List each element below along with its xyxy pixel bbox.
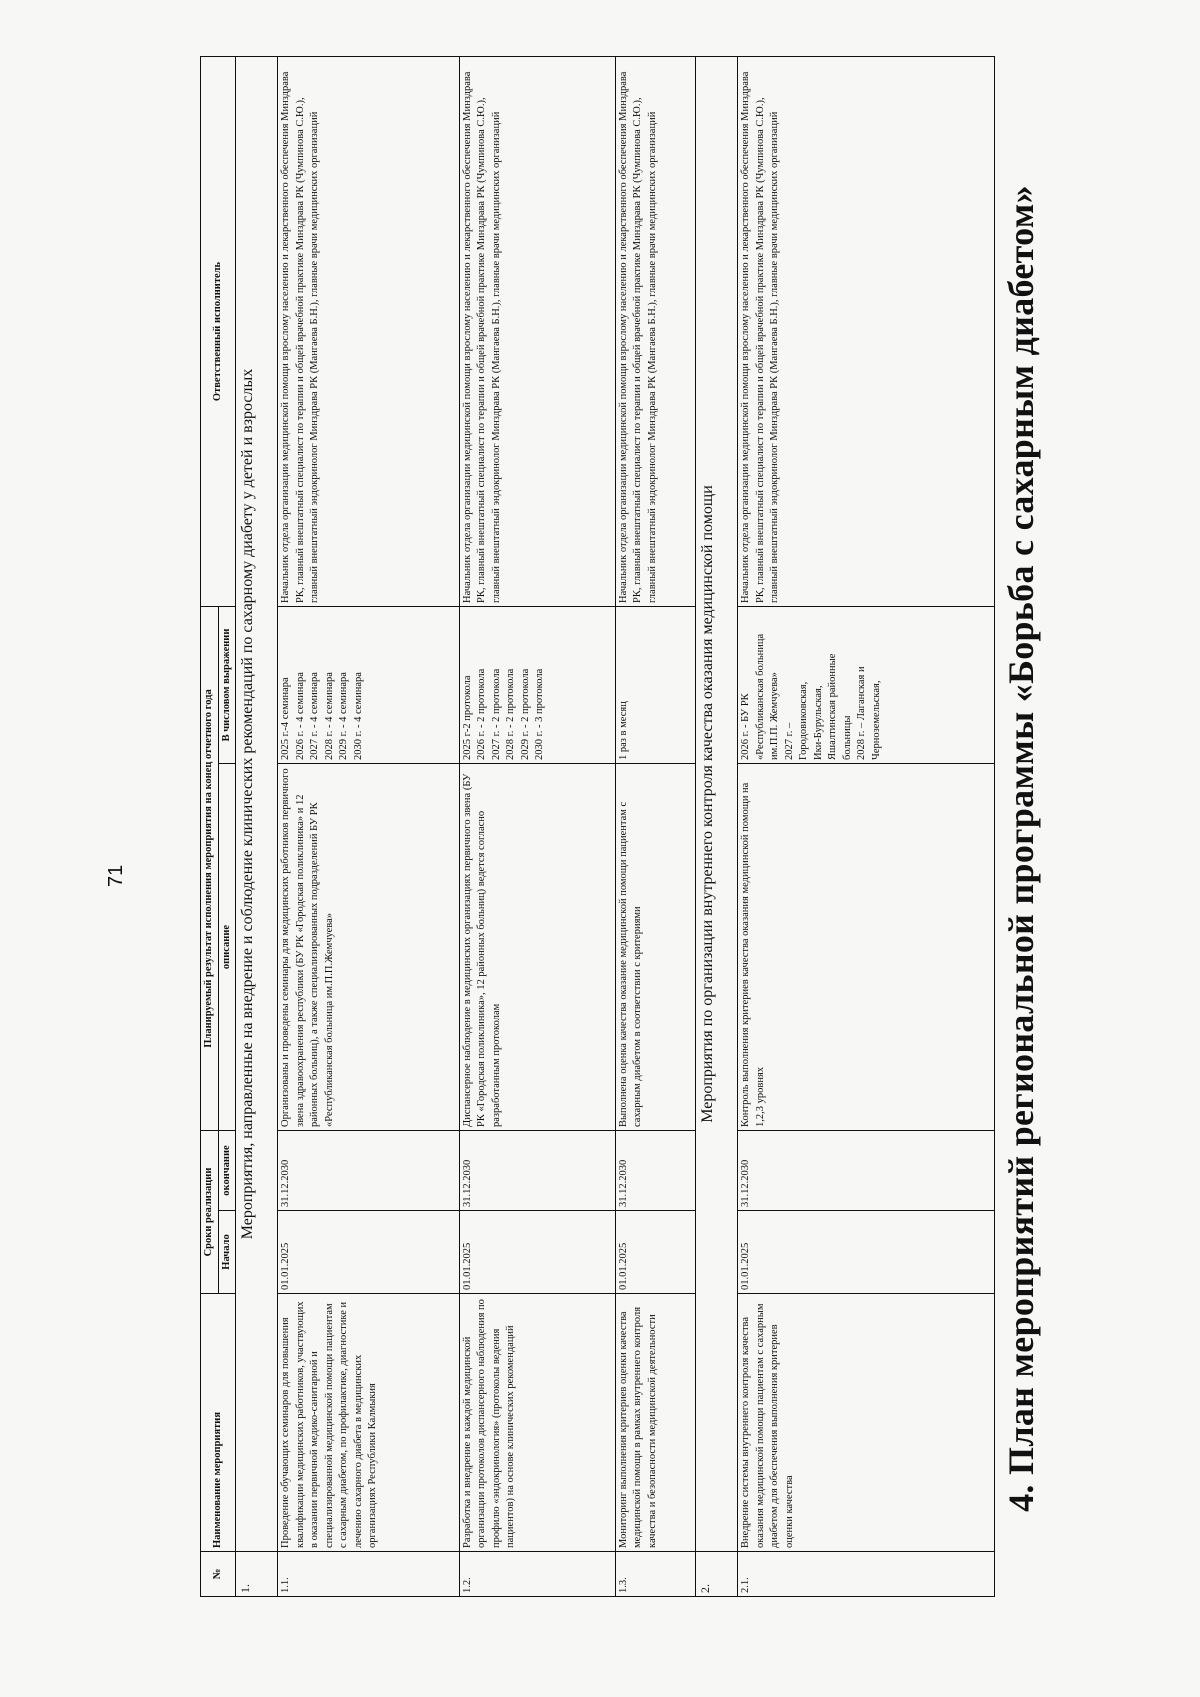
header-number: №	[201, 1552, 236, 1597]
row-responsible: Начальник отдела организации медицинской помощи взрослому населению и лекарственного обеспечения Минздрава РК, главный внештатный специалист по терапии и общей врачебной практике Минздрава РК (Чумпинова С.Ю.), главный внештатный эндокринолог Минздрава РК (Мангаева Б.Н.), главные врачи медицинских организаций	[615, 56, 696, 606]
row-numeric: 2025 г.-4 семинара 2026 г. - 4 семинара 2027 г. - 4 семинара 2028 г. - 4 семинара 2029 г. - 4 семинара 2030 г. - 4 семинара	[278, 606, 459, 763]
row-description: Выполнена оценка качества оказание медицинской помощи пациентам с сахарным диабетом в соответствии с критериями	[615, 764, 696, 1131]
row-responsible: Начальник отдела организации медицинской помощи взрослому населению и лекарственного обеспечения Минздрава РК, главный внештатный специалист по терапии и общей врачебной практике Минздрава РК (Чумпинова С.Ю.), главный внештатный эндокринолог Минздрава РК (Мангаева Б.Н.), главные врачи медицинских организаций	[738, 56, 995, 606]
row-numeric: 1 раз в месяц	[615, 606, 696, 763]
row-end: 31.12.2030	[278, 1131, 459, 1211]
header-end: окончание	[219, 1131, 236, 1211]
row-number: 2.1.	[738, 1552, 995, 1597]
row-start: 01.01.2025	[459, 1211, 615, 1294]
row-start: 01.01.2025	[738, 1211, 995, 1294]
row-start: 01.01.2025	[615, 1211, 696, 1294]
section-title: Мероприятия по организации внутреннего контроля качества оказания медицинской помощи	[696, 56, 738, 1551]
header-name: Наименование мероприятия	[201, 1294, 236, 1552]
plan-table	[200, 56, 995, 1597]
row-end: 31.12.2030	[459, 1131, 615, 1211]
row-start: 01.01.2025	[278, 1211, 459, 1294]
section-row	[236, 56, 278, 1596]
header-responsible: Ответственный исполнитель	[201, 56, 236, 606]
header-terms: Сроки реализации	[201, 1131, 219, 1294]
row-numeric: 2025 г-2 протокола 2026 г. - 2 протокола 2027 г. - 2 протокола 2028 г. - 2 протокола 2029 г. - 2 протокола 2030 г. - 3 протокола	[459, 606, 615, 763]
table-row	[615, 56, 696, 1596]
row-numeric: 2026 г. - БУ РК «Республиканская больница им.П.П. Жемчуева» 2027 г. – Городовиковская, Ики-Бурульская, Яшалтинская районные больницы 2028 г. – Лаганская и Черноземельская,	[738, 606, 995, 763]
table-row	[459, 56, 615, 1596]
table-row	[738, 56, 995, 1596]
row-name: Проведение обучающих семинаров для повышения квалификации медицинских работников, участвующих в оказании первичной медико-санитарной и специализированной медицинской помощи пациентам с сахарным диабетом, по профилактике, диагностике и лечению сахарного диабета в медицинских организациях Республики Калмыкия	[278, 1294, 459, 1552]
row-name: Мониторинг выполнения критериев оценки качества медицинской помощи в рамках внутреннего контроля качества и безопасности медицинской деятельности	[615, 1294, 696, 1552]
row-name: Внедрение системы внутреннего контроля качества оказания медицинской помощи пациентам с сахарным диабетом для обеспечения выполнения критериев оценки качества	[738, 1294, 995, 1552]
row-responsible: Начальник отдела организации медицинской помощи взрослому населению и лекарственного обеспечения Минздрава РК, главный внештатный специалист по терапии и общей врачебной практике Минздрава РК (Чумпинова С.Ю.), главный внештатный эндокринолог Минздрава РК (Мангаева Б.Н.), главные врачи медицинских организаций	[278, 56, 459, 606]
section-title: Мероприятия, направленные на внедрение и соблюдение клинических рекомендаций по сахарному диабету у детей и взрослых	[236, 56, 278, 1551]
row-responsible: Начальник отдела организации медицинской помощи взрослому населению и лекарственного обеспечения Минздрава РК, главный внештатный специалист по терапии и общей врачебной практике Минздрава РК (Чумпинова С.Ю.), главный внештатный эндокринолог Минздрава РК (Мангаева Б.Н.), главные врачи медицинских организаций	[459, 56, 615, 606]
table-row	[278, 56, 459, 1596]
document-title: 4. План мероприятий региональной программы «Борьба с сахарным диабетом»	[1001, 185, 1041, 1512]
row-description: Организованы и проведены семинары для медицинских работников первичного звена здравоохранения республики (БУ РК «Городская поликлиника» и 12 районных больниц), а также специализированных подразделений БУ РК «Республиканская больница им.П.П.Жемчуева»	[278, 764, 459, 1131]
row-number: 1.1.	[278, 1552, 459, 1597]
header-description: описание	[219, 764, 236, 1131]
header-result: Планируемый результат исполнения мероприятия на конец отчетного года	[201, 606, 219, 1130]
row-description: Диспансерное наблюдение в медицинских организациях первичного звена (БУ РК «Городская поликлиника», 12 районных больниц) ведется согласно разработанным протоколам	[459, 764, 615, 1131]
row-number: 1.2.	[459, 1552, 615, 1597]
page-number: 71	[105, 864, 127, 887]
section-row	[696, 56, 738, 1596]
section-number: 1.	[236, 1552, 278, 1597]
header-start: Начало	[219, 1211, 236, 1294]
row-end: 31.12.2030	[738, 1131, 995, 1211]
header-numeric: В числовом выражении	[219, 606, 236, 763]
header-row	[201, 56, 219, 1596]
row-name: Разработка и внедрение в каждой медицинской организации протоколов диспансерного наблюдения по профилю «эндокринология» (протоколы ведения пациентов) на основе клинических рекомендаций	[459, 1294, 615, 1552]
section-number: 2.	[696, 1552, 738, 1597]
row-number: 1.3.	[615, 1552, 696, 1597]
row-description: Контроль выполнения критериев качества оказания медицинской помощи на 1,2,3 уровнях	[738, 764, 995, 1131]
row-end: 31.12.2030	[615, 1131, 696, 1211]
